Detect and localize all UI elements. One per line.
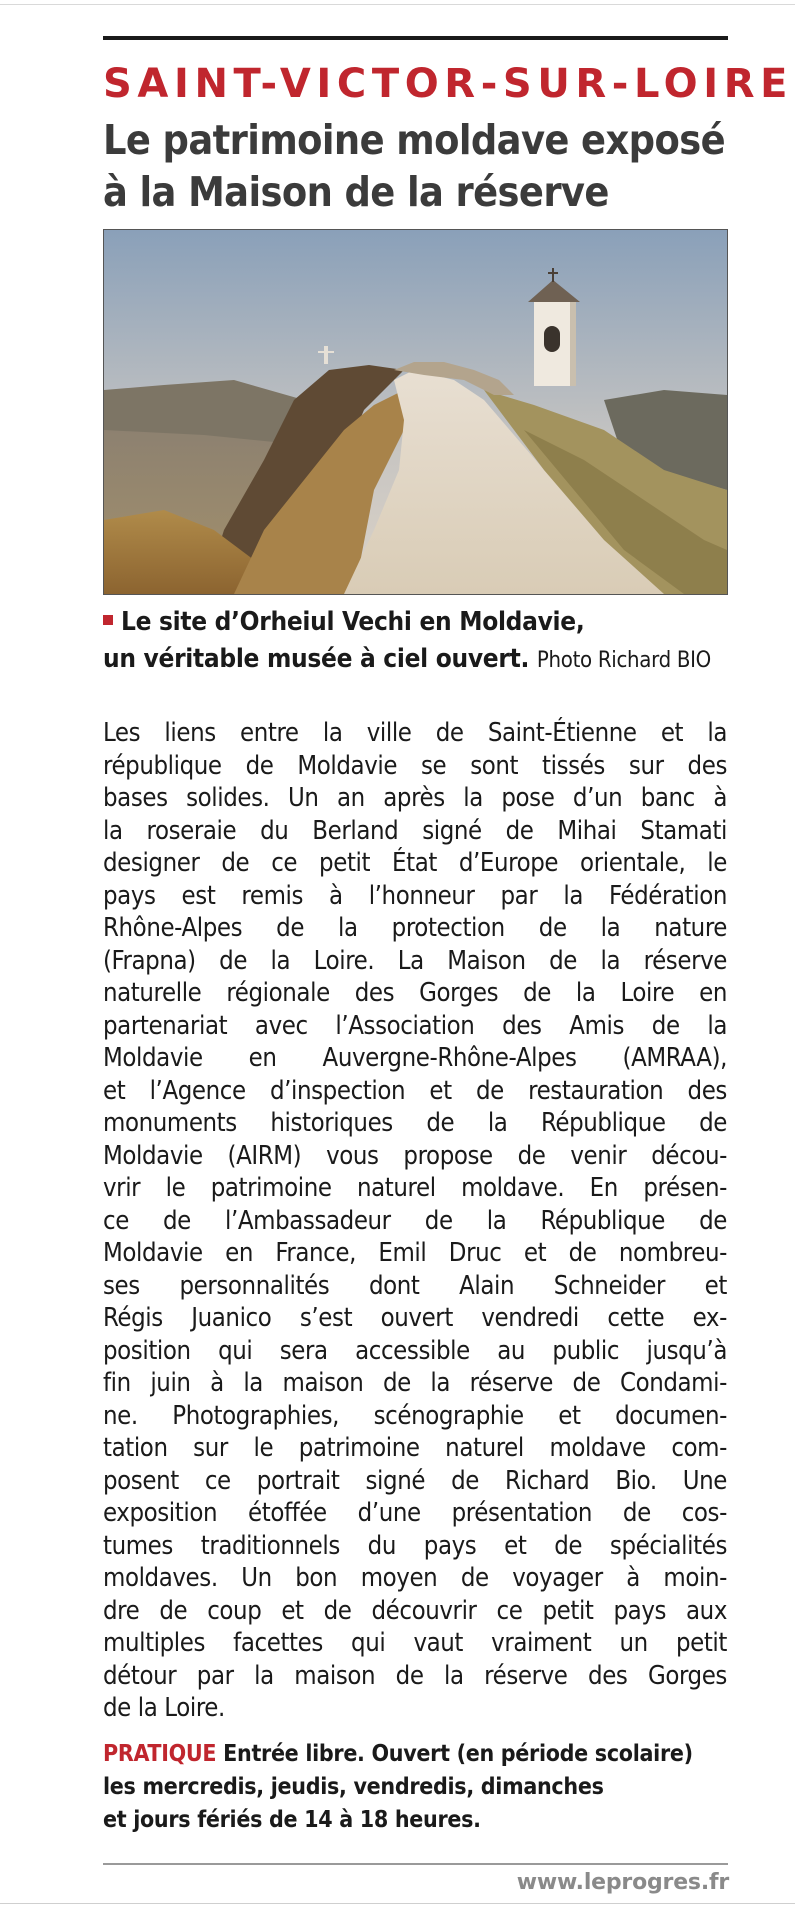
article-top-rule (103, 36, 728, 40)
footer-site-url: www.leprogres.fr (516, 1870, 729, 1895)
info-line (103, 1738, 743, 1771)
body-line: Moldavie en France, Emil Druc et de nombreu- (103, 1238, 727, 1268)
body-line: Rhône-Alpes de la protection de la nature (103, 913, 727, 943)
body-line: de la Loire. (103, 1693, 225, 1723)
practical-tag: PRATIQUE (103, 1741, 217, 1767)
body-line: naturelle régionale des Gorges de la Loire en (103, 978, 727, 1008)
body-line: monuments historiques de la République de (103, 1108, 727, 1138)
body-line: designer de ce petit État d’Europe orientale, le (103, 848, 727, 878)
body-line: posent ce portrait signé de Richard Bio. Une (103, 1465, 727, 1496)
body-line: Régis Juanico s’est ouvert vendredi cette ex- (103, 1303, 727, 1333)
body-line: fin juin à la maison de la réserve de Condami- (103, 1368, 727, 1398)
body-line: ne. Photographies, scénographie et documen- (103, 1400, 727, 1431)
body-line: exposition étoffée d’une présentation de cos- (103, 1498, 727, 1528)
caption-line (103, 641, 743, 679)
article-headline (103, 114, 743, 218)
body-line: Moldavie en Auvergne-Rhône-Alpes (AMRAA), (103, 1043, 727, 1073)
caption-bullet-icon (103, 615, 113, 625)
body-line: tation sur le patrimoine naturel moldave com- (103, 1433, 727, 1463)
caption-line (103, 604, 743, 641)
info-line: et jours fériés de 14 à 18 heures. (103, 1807, 481, 1833)
article-kicker: SAINT-VICTOR-SUR-LOIRE (103, 61, 794, 107)
body-line: bases solides. Un an après la pose d’un banc à (103, 783, 727, 813)
body-line: et l’Agence d’inspection et de restauration des (103, 1075, 727, 1106)
body-line: moldaves. Un bon moyen de voyager à moin- (103, 1563, 727, 1593)
body-line: Les liens entre la ville de Saint-Étienne et la (103, 718, 727, 748)
body-line: détour par la maison de la réserve des Gorges (103, 1660, 727, 1691)
page-bottom-border (0, 1903, 795, 1904)
body-line: pays est remis à l’honneur par la Fédération (103, 880, 727, 911)
body-line: tumes traditionnels du pays et de spécialités (103, 1530, 727, 1561)
body-line: multiples facettes qui vaut vraiment un petit (103, 1628, 727, 1658)
info-text: Entrée libre. Ouvert (en période scolaire) (223, 1741, 693, 1767)
caption-text: un véritable musée à ciel ouvert. (103, 644, 530, 674)
body-line: ce de l’Ambassadeur de la République de (103, 1205, 727, 1236)
body-line: ses personnalités dont Alain Schneider et (103, 1270, 727, 1301)
caption-text: Le site d’Orheiul Vechi en Moldavie, (121, 607, 585, 637)
body-line: position qui sera accessible au public jusqu’à (103, 1335, 727, 1366)
headline-line: Le patrimoine moldave exposé (103, 116, 726, 164)
page-top-border (0, 4, 795, 5)
photo-caption (103, 604, 743, 679)
info-line: les mercredis, jeudis, vendredis, dimanches (103, 1774, 604, 1800)
headline-line: à la Maison de la réserve (103, 168, 609, 216)
body-line: Moldavie (AIRM) vous propose de venir décou- (103, 1140, 727, 1171)
photo-orheiul-vechi (104, 230, 727, 594)
article-body (103, 717, 727, 1725)
body-line: (Frapna) de la Loire. La Maison de la réserve (103, 945, 727, 976)
body-line: vrir le patrimoine naturel moldave. En présen- (103, 1173, 727, 1203)
body-line: partenariat avec l’Association des Amis de la (103, 1010, 727, 1041)
article-bottom-rule (103, 1863, 728, 1865)
photo-credit: Photo Richard BIO (536, 648, 711, 673)
practical-info (103, 1738, 743, 1837)
article-photo (103, 229, 728, 595)
body-line: dre de coup et de découvrir ce petit pays aux (103, 1595, 727, 1626)
body-line: république de Moldavie se sont tissés sur des (103, 750, 727, 781)
body-line: la roseraie du Berland signé de Mihai Stamati (103, 815, 727, 846)
